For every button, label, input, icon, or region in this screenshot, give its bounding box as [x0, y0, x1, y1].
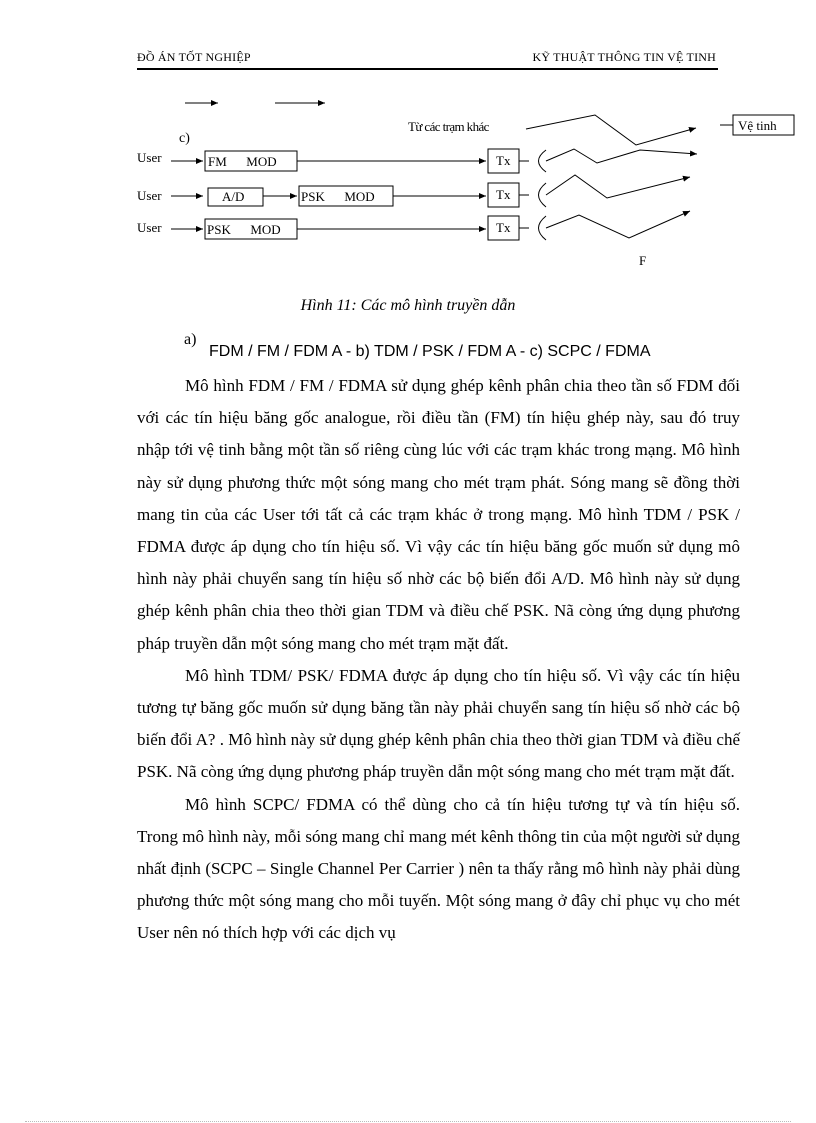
signal-path-1 [546, 149, 697, 163]
from-other-stations-label: Từ các trạm khác [408, 119, 489, 134]
paragraph-3: Mô hình SCPC/ FDMA có thể dùng cho cả tín hiệu tương tự và tín hiệu số. Trong mô hình này, mỗi sóng mang chỉ mang mét kênh thông tin của một người sử dụng nhất định (SCPC – Single Channel Per Carrier ) nên ta thấy rằng mô hình này phải dùng phương thức một sóng mang cho mỗi tuyến. Một sóng mang ở đây chỉ phục vụ cho mét User nên nó thích hợp với các dịch vụ [137, 794, 740, 943]
psk-mod-label-2: PSK MOD [207, 222, 281, 237]
tx-label-2: Tx [496, 187, 511, 202]
antenna-1 [539, 150, 547, 172]
caption-model-list: FDM / FM / FDM A - b) TDM / PSK / FDM A - c) SCPC / FDMA [209, 343, 651, 360]
header-left-title: ĐỒ ÁN TỐT NGHIỆP [137, 50, 251, 64]
antenna-2 [539, 183, 547, 207]
signal-path-3 [546, 211, 690, 238]
body-text [137, 370, 740, 950]
tx-label-3: Tx [496, 220, 511, 235]
footer-divider [25, 1121, 791, 1122]
tx-label-1: Tx [496, 153, 511, 168]
ad-label: A/D [222, 189, 245, 204]
fm-mod-label: FM MOD [208, 154, 277, 169]
diagram-label-c: c) [179, 131, 190, 146]
header-right-title: KỸ THUẬT THÔNG TIN VỆ TINH [532, 50, 716, 64]
signal-path-2 [546, 175, 690, 198]
user-label-2: User [137, 188, 162, 203]
figure-caption: Hình 11: Các mô hình truyền dẫn [300, 297, 516, 314]
caption-a-label: a) [184, 331, 197, 348]
psk-mod-label: PSK MOD [301, 189, 375, 204]
signal-other-stations [526, 115, 696, 145]
satellite-label: Vệ tinh [738, 118, 777, 133]
antenna-3 [539, 216, 547, 240]
paragraph-2: Mô hình TDM/ PSK/ FDMA được áp dụng cho tín hiệu số. Vì vậy các tín hiệu tương tự băng gốc muốn sử dụng băng tần này phải chuyển sang tín hiệu số nhờ các bộ biến đổi A? . Mô hình này sử dụng ghép kênh phân chia theo thời gian TDM và điều chế PSK. Nã còng ứng dụng phương pháp truyền dẫn một sóng mang cho mét trạm mặt đất. [137, 665, 740, 782]
transmission-diagram [0, 0, 816, 290]
paragraph-1: Mô hình FDM / FM / FDMA sử dụng ghép kênh phân chia theo tần số FDM đối với các tín hiệu băng gốc analogue, rồi điều tần (FM) tín hiệu ghép này, sau đó truy nhập tới vệ tinh bằng một tần số riêng cùng lúc với các trạm khác trong mạng. Mô hình này sử dụng phương thức một sóng mang cho mét trạm phát. Sóng mang sẽ đồng thời mang tin của các User tới tất cả các trạm khác ở trong mạng. Mô hình TDM / PSK / FDMA được áp dụng cho tín hiệu số. Vì vậy các tín hiệu băng gốc muốn sử dụng mô hình này phải chuyển sang tín hiệu số nhờ các bộ biến đổi A/D. Mô hình này sử dụng ghép kênh phân chia theo thời gian TDM và điều chế PSK. Nã còng ứng dụng phương pháp truyền dẫn một sóng mang cho mét trạm mặt đất. [137, 376, 740, 653]
user-label-3: User [137, 220, 162, 235]
frequency-label: F [639, 253, 647, 268]
user-label-1: User [137, 150, 162, 165]
